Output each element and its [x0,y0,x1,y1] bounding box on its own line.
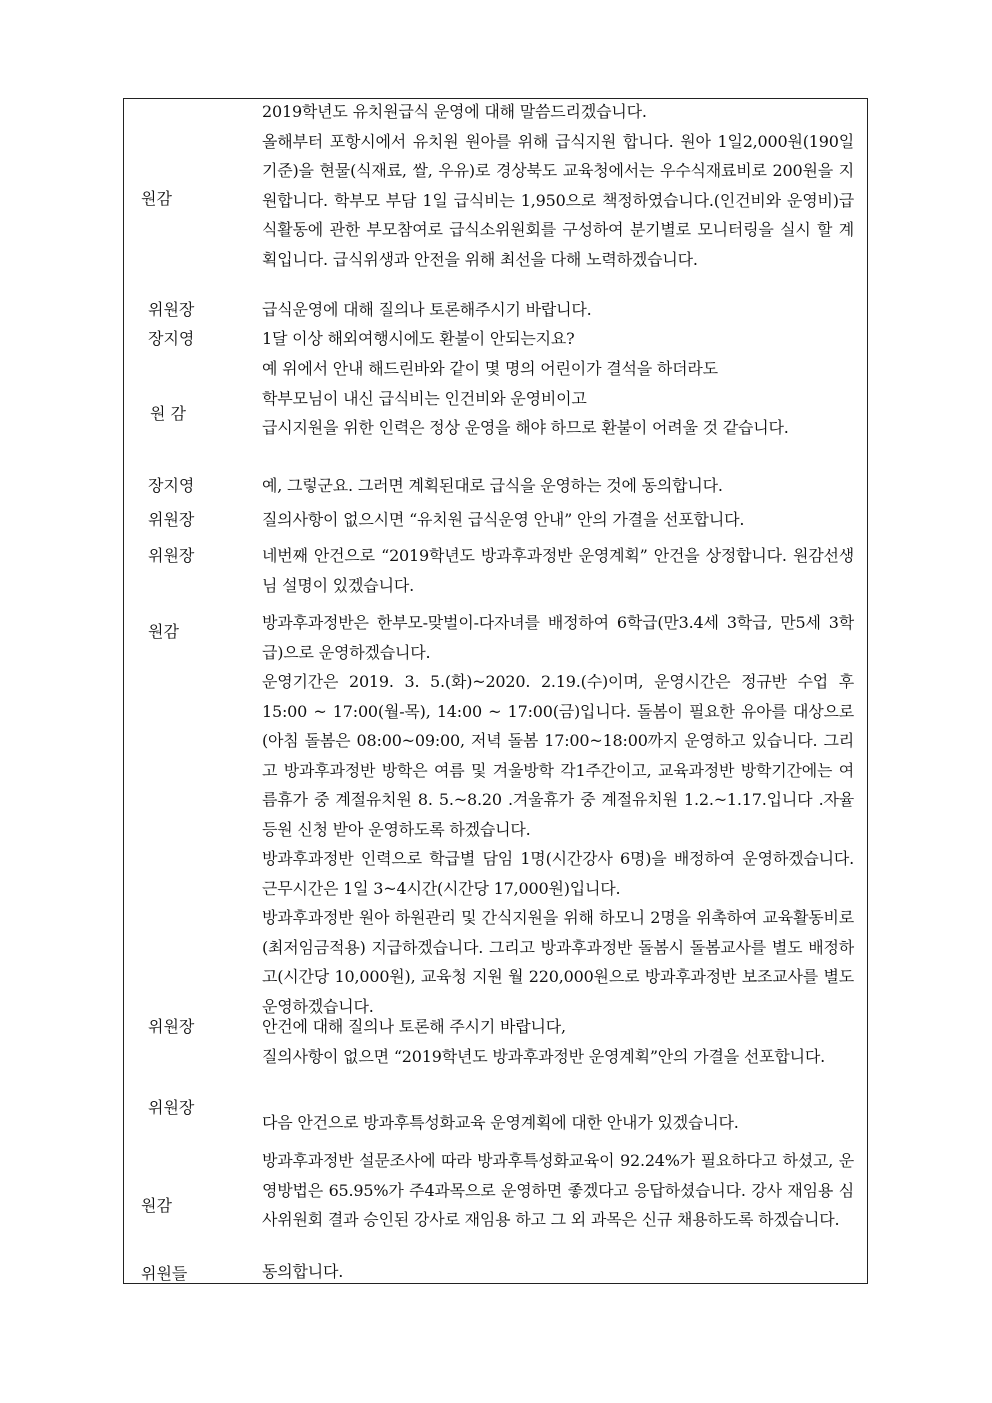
speaker-label: 원감 [148,622,179,641]
statement-text [262,97,854,274]
statement-text [262,1257,854,1287]
statement-paragraph: 방과후과정반 원아 하원관리 및 간식지원을 위해 하모니 2명을 위촉하여 교육활동비로 (최저임금적용) 지급하겠습니다. 그리고 방과후과정반 돌봄시 돌봄교사를 별도 배정하고(시간당 10,000원), 교육청 지원 월 220,000원으로 방과후과정반 보조교사를 별도 운영하겠습니다. [262,908,854,1016]
speaker-label: 장지영 [148,476,195,495]
speaker-label: 위원장 [148,1017,195,1036]
speaker-label: 원감 [141,189,172,208]
statement-paragraph: 동의합니다. [262,1262,344,1281]
statement-paragraph: 네번째 안건으로 “2019학년도 방과후과정반 운영계획” 안건을 상정합니다. 원감선생님 설명이 있겠습니다. [262,546,854,595]
speaker-label: 원 감 [150,404,186,423]
statement-paragraph: 예 위에서 안내 해드린바와 같이 몇 명의 어린이가 결석을 하더라도 [262,359,718,378]
statement-paragraph: 방과후과정반 설문조사에 따라 방과후특성화교육이 92.24%가 필요하다고 하셨고, 운영방법은 65.95%가 주4과목으로 운영하면 좋겠다고 응답하셨습니다. 강사 재임용 심사위원회 결과 승인된 강사로 재임용 하고 그 외 과목은 신규 채용하도록 하겠습니다. [262,1151,854,1229]
statement-paragraph: 예, 그렇군요. 그러면 계획된대로 급식을 운영하는 것에 동의합니다. [262,476,723,495]
statement-paragraph: 질의사항이 없으면 “2019학년도 방과후과정반 운영계획”안의 가결을 선포합니다. [262,1046,826,1066]
statement-text [262,541,854,600]
statement-paragraph: 올해부터 포항시에서 유치원 원아를 위해 급식지원 합니다. 원아 1일2,000원(190일 기준)을 현물(식재료, 쌀, 우유)로 경상북도 교육청에서는 우수식재료비로 200원을 지원합니다. 학부모 부담 1일 급식비는 1,950으로 책정하였습니다.(인건비와 운영비)급식활동에 관한 부모참여로 급식소위원회를 구성하여 분기별로 모니터링을 실시 할 계획입니다. 급식위생과 안전을 위해 최선을 다해 노력하겠습니다. [262,131,854,269]
speaker-label: 위원장 [148,546,195,565]
statement-text [262,608,854,1021]
statement-paragraph: 다음 안건으로 방과후특성화교육 운영계획에 대한 안내가 있겠습니다. [262,1113,739,1132]
statement-paragraph: 안건에 대해 질의나 토론해 주시기 바랍니다, [262,1017,566,1036]
statement-paragraph: 2019학년도 유치원급식 운영에 대해 말씀드리겠습니다. [262,102,647,121]
statement-text [262,1012,854,1071]
statement-paragraph: 질의사항이 없으시면 “유치원 급식운영 안내” 안의 가결을 선포합니다. [262,510,745,529]
statement-text [262,1146,854,1235]
speaker-label: 위원장 [148,1098,195,1117]
statement-paragraph: 학부모님이 내신 급식비는 인건비와 운영비이고 [262,388,587,408]
statement-paragraph: 급식운영에 대해 질의나 토론해주시기 바랍니다. [262,300,592,319]
speaker-label: 원감 [141,1196,172,1215]
statement-paragraph: 1달 이상 해외여행시에도 환불이 안되는지요? [262,329,575,348]
statement-paragraph: 급시지원을 위한 인력은 정상 운영을 해야 하므로 환불이 어려울 것 같습니다. [262,418,789,437]
statement-paragraph: 방과후과정반 인력으로 학급별 담임 1명(시간강사 6명)을 배정하여 운영하겠습니다. 근무시간은 1일 3~4시간(시간당 17,000원)입니다. [262,849,854,898]
speaker-label: 장지영 [148,329,195,348]
statement-text [262,324,854,354]
statement-text [262,1108,854,1138]
statement-paragraph: 운영기간은 2019. 3. 5.(화)~2020. 2.19.(수)이며, 운영시간은 정규반 수업 후 15:00 ~ 17:00(월-목), 14:00 ~ 17:00(금)입니다. 돌봄이 필요한 유아를 대상으로 (아침 돌봄은 08:00~09:00, 저녁 돌봄 17:00~18:00까지 운영하고 있습니다. 그리고 방과후과정반 방학은 여름 및 겨울방학 각1주간이고, 교육과정반 방학기간에는 여름휴가 중 계절유치원 8. 5.~8.20 .겨울휴가 중 계절유치원 1.2.~1.17.입니다 .자율등원 신청 받아 운영하도록 하겠습니다. [262,672,854,839]
speaker-label: 위원들 [141,1264,188,1283]
statement-text [262,295,854,325]
statement-text [262,471,854,501]
statement-paragraph: 방과후과정반은 한부모-맞벌이-다자녀를 배정하여 6학급(만3.4세 3학급, 만5세 3학급)으로 운영하겠습니다. [262,613,854,662]
statement-text [262,354,854,443]
speaker-label: 위원장 [148,300,195,319]
statement-text [262,505,854,535]
speaker-label: 위원장 [148,510,195,529]
